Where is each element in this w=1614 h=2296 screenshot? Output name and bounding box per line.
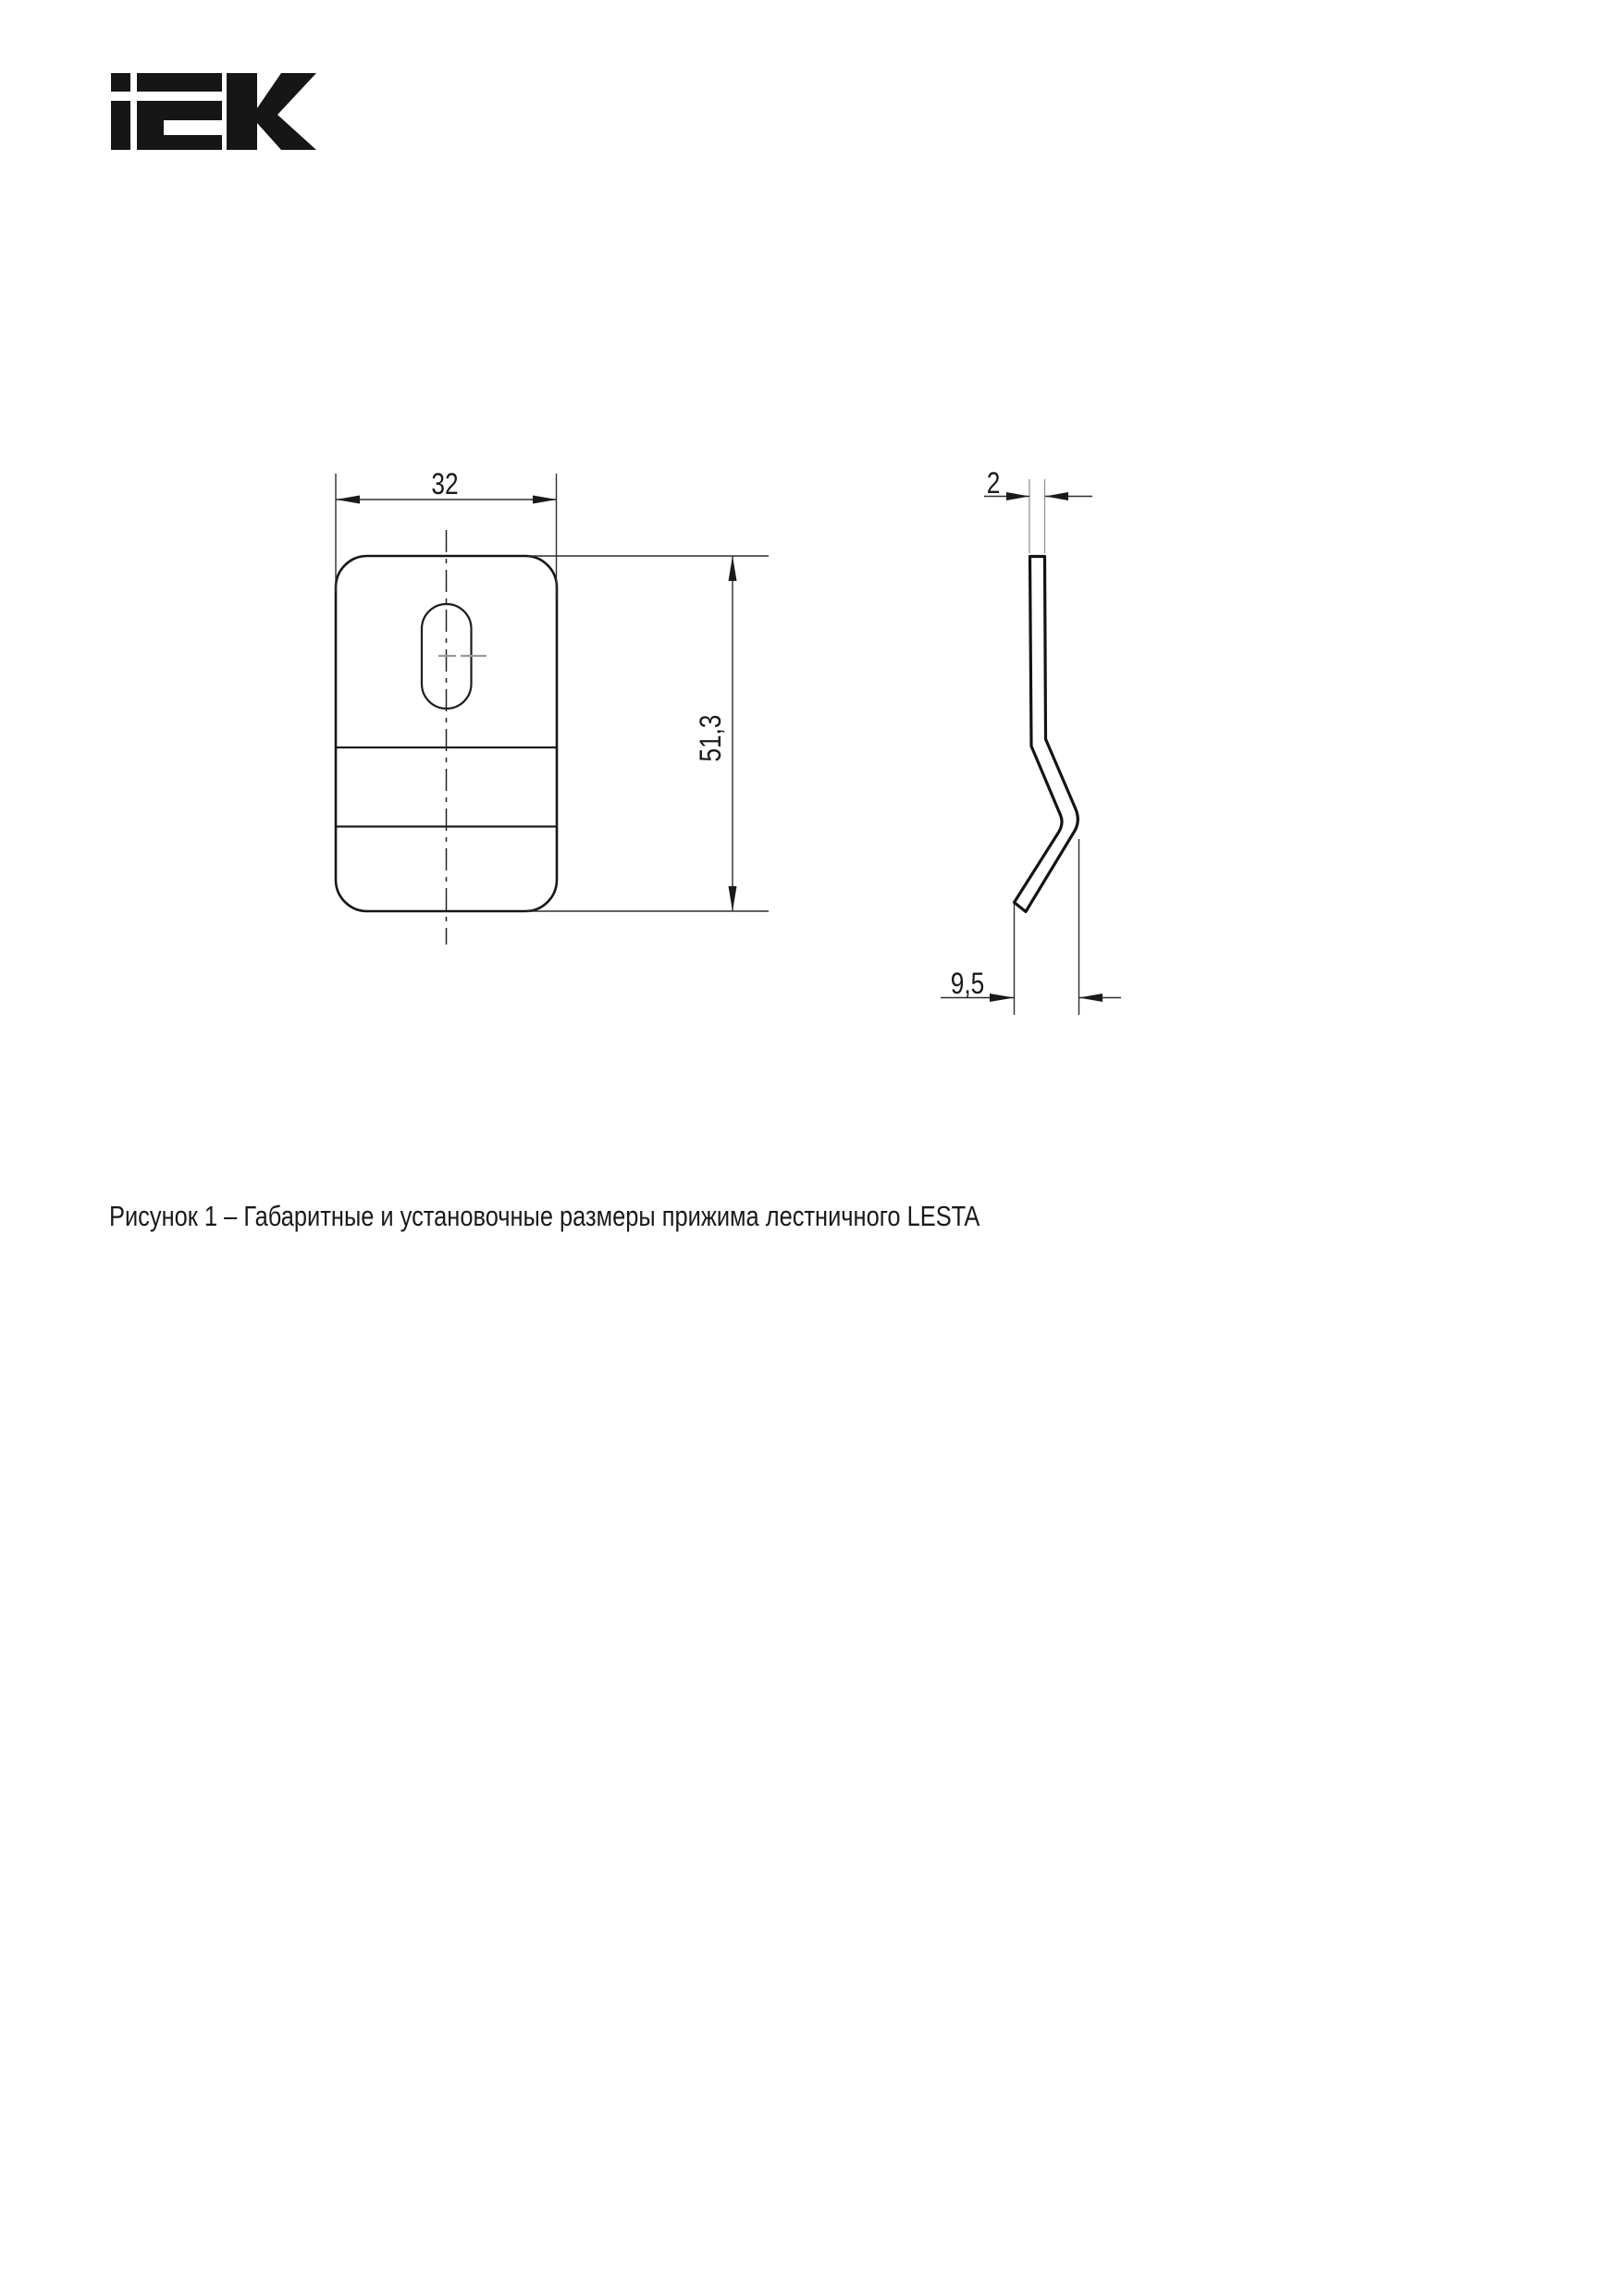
- dimension-height-label: 51,3: [695, 714, 728, 762]
- dimension-thickness: [984, 468, 1092, 553]
- side-view: [1015, 557, 1078, 912]
- arrowhead-right: [533, 496, 557, 504]
- arrowhead-up: [729, 556, 737, 581]
- profile-outline: [1015, 557, 1078, 912]
- front-view: [336, 530, 557, 944]
- dimension-offset: [941, 839, 1121, 1015]
- arrowhead-left: [1079, 994, 1103, 1002]
- dimension-thickness-label: 2: [986, 467, 1001, 500]
- dimension-height: [527, 556, 769, 911]
- arrowhead-right: [990, 994, 1015, 1002]
- arrowhead-down: [729, 886, 737, 911]
- figure-caption: Рисунок 1 – Габаритные и установочные размеры прижима лестничного LESTA: [109, 1200, 980, 1232]
- arrowhead-left: [336, 496, 360, 504]
- dimension-width-label: 32: [431, 468, 459, 501]
- arrowhead-right: [1006, 492, 1029, 500]
- arrowhead-left: [1045, 492, 1068, 500]
- dimension-offset-label: 9,5: [950, 968, 985, 1001]
